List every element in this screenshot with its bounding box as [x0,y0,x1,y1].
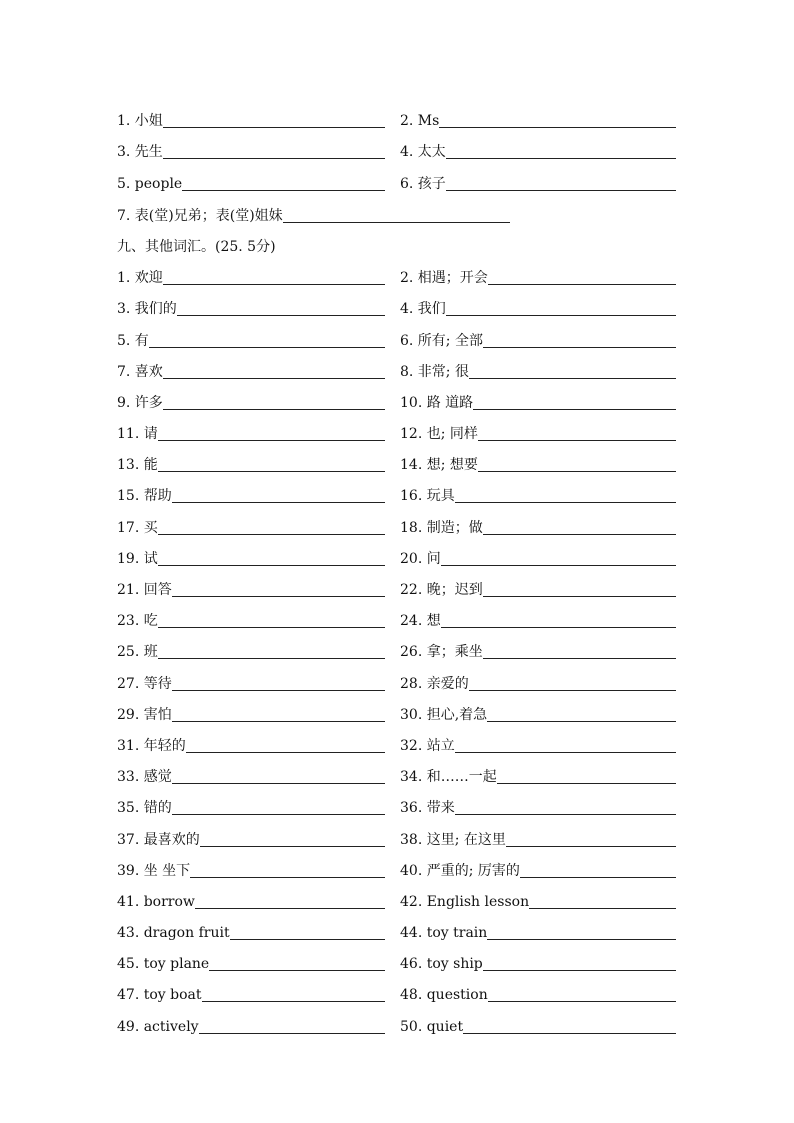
answer-blank[interactable] [487,720,676,722]
vocab-item [117,955,400,975]
answer-blank[interactable] [163,126,385,128]
vocab-prompt: 22. 晚；迟到 [400,582,483,598]
vocab-item [117,862,400,882]
vocab-row [117,819,687,850]
answer-blank[interactable] [441,564,676,566]
vocab-item [400,924,683,944]
vocab-item [117,332,400,352]
vocab-row [117,132,687,164]
vocab-item [400,487,683,507]
vocab-row [117,726,687,757]
vocab-prompt: 45. toy plane [117,956,210,973]
vocab-prompt: 6. 孩子 [400,176,446,193]
answer-blank[interactable] [202,1000,385,1002]
answer-blank[interactable] [455,751,676,753]
answer-blank[interactable] [487,938,676,940]
answer-blank[interactable] [182,189,385,191]
answer-blank[interactable] [506,845,676,847]
answer-blank[interactable] [158,470,385,472]
vocab-item [400,612,683,632]
vocab-prompt: 2. 相遇；开会 [400,270,488,287]
vocab-item [400,550,683,570]
vocab-item [400,986,683,1006]
vocab-prompt: 37. 最喜欢的 [117,831,200,848]
vocab-prompt: 14. 想; 想要 [400,457,478,474]
vocab-row [117,320,687,351]
vocab-row [117,100,687,132]
vocab-item [117,581,400,601]
answer-blank[interactable] [483,346,676,348]
vocab-item [117,456,400,476]
vocab-item [400,706,683,726]
vocab-prompt: 13. 能 [117,457,158,474]
vocab-prompt: 11. 请 [117,426,158,443]
vocab-item [117,550,400,570]
vocab-item [117,986,400,1006]
vocab-row [117,851,687,882]
vocab-prompt: 16. 玩具 [400,488,455,505]
vocab-row [117,975,687,1006]
vocab-prompt: 40. 严重的; 厉害的 [400,862,520,879]
vocab-prompt: 2. Ms [400,112,440,129]
vocab-item [117,612,400,632]
answer-blank[interactable] [520,876,676,878]
vocab-row [117,258,687,289]
section-title: 九、其他词汇。(25. 5分) [117,238,276,255]
vocab-item [400,955,683,975]
vocab-row [117,539,687,570]
vocab-row [117,882,687,913]
vocab-prompt: 17. 买 [117,519,158,536]
answer-blank[interactable] [463,1032,676,1034]
vocab-prompt: 46. toy ship [400,956,483,973]
vocab-prompt: 39. 坐 坐下 [117,862,191,879]
vocab-item [117,143,400,163]
vocab-prompt: 15. 帮助 [117,488,172,505]
vocab-prompt: 30. 担心,着急 [400,706,488,723]
vocab-item [400,363,683,383]
answer-blank[interactable] [163,408,385,410]
vocab-prompt: 25. 班 [117,644,158,661]
vocab-row [117,913,687,944]
vocab-prompt: 8. 非常; 很 [400,363,469,380]
vocab-item [117,643,400,663]
answer-blank[interactable] [469,377,676,379]
vocab-row [117,1006,687,1037]
section-nine-heading [117,227,687,258]
vocab-item [117,799,400,819]
vocab-prompt: 5. 有 [117,332,149,349]
vocab-item [400,768,683,788]
vocab-item [400,456,683,476]
vocab-prompt: 12. 也; 同样 [400,426,478,443]
answer-blank[interactable] [483,533,676,535]
vocab-row [117,570,687,601]
vocab-prompt: 4. 太太 [400,144,446,161]
answer-blank[interactable] [149,346,385,348]
vocab-item [400,737,683,757]
vocab-item [400,643,683,663]
answer-blank[interactable] [158,626,385,628]
vocab-item [400,675,683,695]
answer-blank[interactable] [186,751,385,753]
vocab-prompt: 48. question [400,987,488,1004]
vocab-prompt: 7. 喜欢 [117,363,163,380]
answer-blank[interactable] [172,501,385,503]
answer-blank[interactable] [455,501,676,503]
vocab-item [117,207,510,227]
answer-blank[interactable] [158,533,385,535]
vocab-prompt: 3. 先生 [117,144,163,161]
vocab-prompt: 38. 这里; 在这里 [400,831,506,848]
vocab-item [117,487,400,507]
vocab-item [117,675,400,695]
vocab-prompt: 32. 站立 [400,737,455,754]
vocab-row [117,757,687,788]
vocab-row [117,195,687,227]
answer-blank[interactable] [446,189,676,191]
vocab-item [117,737,400,757]
vocab-prompt: 47. toy boat [117,987,202,1004]
answer-blank[interactable] [163,377,385,379]
vocab-prompt: 31. 年轻的 [117,737,186,754]
vocab-row [117,383,687,414]
answer-blank[interactable] [163,283,385,285]
vocab-item [400,893,683,913]
vocab-prompt: 18. 制造；做 [400,519,483,536]
vocab-row [117,352,687,383]
vocab-item [400,831,683,851]
answer-blank[interactable] [177,314,385,316]
vocab-prompt: 23. 吃 [117,613,158,630]
answer-blank[interactable] [469,689,676,691]
vocab-item [400,269,683,289]
vocab-prompt: 7. 表(堂)兄弟；表(堂)姐妹 [117,207,283,224]
vocab-prompt: 19. 试 [117,550,158,567]
vocab-row [117,445,687,476]
answer-blank[interactable] [195,907,385,909]
vocab-item [117,112,400,132]
answer-blank[interactable] [483,969,676,971]
vocab-prompt: 6. 所有; 全部 [400,332,483,349]
answer-blank[interactable] [283,221,510,223]
vocab-prompt: 20. 问 [400,550,441,567]
vocab-item [400,394,683,414]
vocabulary-part-two [117,258,687,1038]
vocab-row [117,695,687,726]
vocab-item [117,300,400,320]
vocab-prompt: 28. 亲爱的 [400,675,469,692]
answer-blank[interactable] [439,126,676,128]
answer-blank[interactable] [163,157,385,159]
vocabulary-part-one [117,100,687,227]
answer-blank[interactable] [483,657,676,659]
vocab-item [400,332,683,352]
vocab-row [117,663,687,694]
vocab-row [117,632,687,663]
answer-blank[interactable] [200,845,385,847]
answer-blank[interactable] [441,626,676,628]
answer-blank[interactable] [158,657,385,659]
vocab-item [117,363,400,383]
vocab-prompt: 34. 和……一起 [400,769,497,786]
answer-blank[interactable] [158,439,385,441]
answer-blank[interactable] [209,969,385,971]
vocab-item [117,768,400,788]
vocab-row [117,788,687,819]
vocab-row [117,163,687,195]
answer-blank[interactable] [529,907,676,909]
answer-blank[interactable] [478,470,676,472]
vocab-prompt: 41. borrow [117,893,195,910]
vocab-prompt: 44. toy train [400,925,488,942]
answer-blank[interactable] [172,782,385,784]
vocab-item [117,175,400,195]
vocab-item [400,1018,683,1038]
vocab-prompt: 4. 我们 [400,301,446,318]
vocab-row [117,601,687,632]
vocab-item [117,519,400,539]
answer-blank[interactable] [488,1000,676,1002]
vocab-item [400,581,683,601]
vocab-prompt: 42. English lesson [400,893,530,910]
vocab-item [400,799,683,819]
vocab-prompt: 43. dragon fruit [117,925,230,942]
vocab-item [400,862,683,882]
answer-blank[interactable] [172,813,385,815]
vocab-item [117,893,400,913]
vocab-prompt: 35. 错的 [117,800,172,817]
vocab-prompt: 1. 小姐 [117,112,163,129]
answer-blank[interactable] [488,283,676,285]
vocab-prompt: 49. actively [117,1018,199,1035]
vocab-row [117,944,687,975]
vocab-item [117,831,400,851]
answer-blank[interactable] [473,408,676,410]
vocab-prompt: 50. quiet [400,1018,464,1035]
answer-blank[interactable] [446,314,676,316]
vocab-item [400,300,683,320]
answer-blank[interactable] [455,813,676,815]
vocab-prompt: 33. 感觉 [117,769,172,786]
vocab-row [117,507,687,538]
answer-blank[interactable] [478,439,676,441]
vocab-item [117,924,400,944]
answer-blank[interactable] [497,782,676,784]
vocab-item [400,175,683,195]
vocab-prompt: 10. 路 道路 [400,394,474,411]
vocab-item [117,706,400,726]
vocab-item [400,112,683,132]
answer-blank[interactable] [158,564,385,566]
vocab-row [117,414,687,445]
answer-blank[interactable] [199,1032,385,1034]
vocab-item [117,425,400,445]
vocab-row [117,476,687,507]
vocab-prompt: 3. 我们的 [117,301,177,318]
answer-blank[interactable] [172,720,385,722]
vocab-prompt: 24. 想 [400,613,441,630]
answer-blank[interactable] [190,876,385,878]
answer-blank[interactable] [172,595,385,597]
worksheet [117,100,687,1038]
vocab-prompt: 26. 拿；乘坐 [400,644,483,661]
vocab-prompt: 29. 害怕 [117,706,172,723]
vocab-item [400,519,683,539]
vocab-prompt: 1. 欢迎 [117,270,163,287]
answer-blank[interactable] [483,595,676,597]
vocab-item [117,269,400,289]
vocab-item [400,425,683,445]
vocab-item [117,1018,400,1038]
answer-blank[interactable] [446,157,676,159]
vocab-prompt: 21. 回答 [117,582,172,598]
vocab-prompt: 27. 等待 [117,675,172,692]
answer-blank[interactable] [172,689,385,691]
vocab-prompt: 9. 许多 [117,394,163,411]
answer-blank[interactable] [230,938,385,940]
vocab-row [117,289,687,320]
vocab-item [117,394,400,414]
vocab-prompt: 5. people [117,176,183,193]
vocab-item [400,143,683,163]
vocab-prompt: 36. 带来 [400,800,455,817]
